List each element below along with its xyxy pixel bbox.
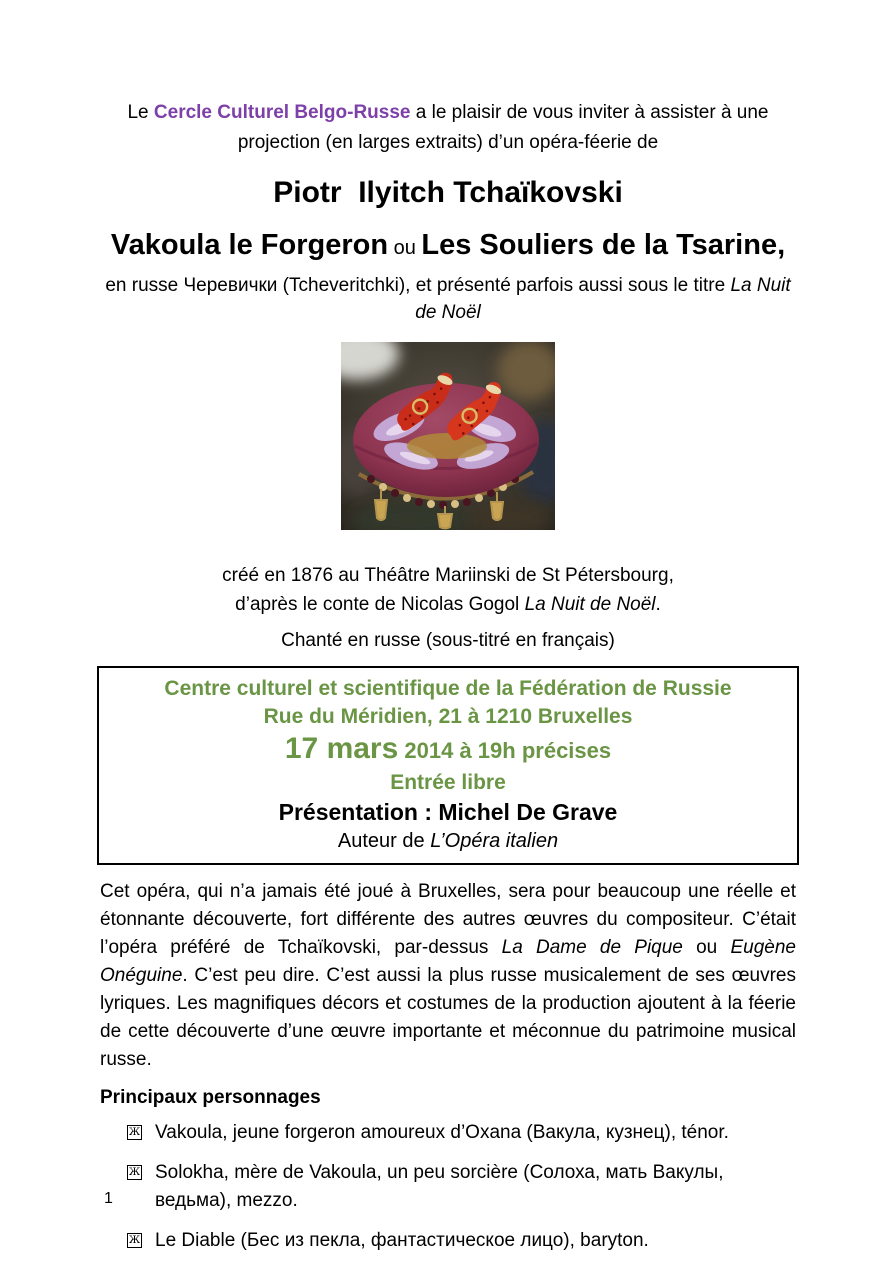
opera-title-part2: Les Souliers de la Tsarine, xyxy=(421,229,786,261)
character-bullet-icon: Ж xyxy=(127,1165,142,1180)
opera-title-connector: ou xyxy=(388,237,422,259)
russian-title-subtitle xyxy=(100,272,796,326)
cushion-shoes-illustration xyxy=(341,342,555,530)
venue-name: Centre culturel et scientifique de la Fédération de Russie xyxy=(164,677,732,700)
description-part2: ou xyxy=(682,937,731,958)
referenced-opera-2: Eugène Onéguine xyxy=(100,937,796,986)
list-item xyxy=(100,1119,796,1147)
creation-line2: d’après le conte de Nicolas Gogol xyxy=(235,594,525,615)
creation-source-title: La Nuit de Noël xyxy=(524,594,656,615)
creation-line2-end: . xyxy=(655,594,661,615)
cushion-shoes-photo xyxy=(100,342,796,535)
character-description: Le Diable (Бес из пекла, фантастическое лицо), baryton. xyxy=(155,1230,649,1251)
subtitle-text: en russe Черевички (Tcheveritchki), et présenté parfois aussi sous le titre xyxy=(105,275,731,296)
characters-heading: Principaux personnages xyxy=(100,1087,321,1108)
characters-list xyxy=(100,1119,796,1255)
description-part3: . C’est peu dire. C’est aussi la plus russe musicalement de ses œuvres lyriques. Les magnifiques décors et costumes de la production ajoutent à la féerie de cette découverte d’une œuvre importante et méconnue du patrimoine musical russe. xyxy=(100,965,796,1070)
character-bullet-icon: Ж xyxy=(127,1125,142,1140)
organization-name: Cercle Culturel Belgo-Russe xyxy=(153,102,411,123)
creation-note xyxy=(100,561,796,619)
intro-rest: a le plaisir de vous inviter à assister à une projection (en larges extraits) d’un opéra-féerie de xyxy=(237,102,769,153)
description-part1: Cet opéra, qui n’a jamais été joué à Bruxelles, sera pour beaucoup une réelle et étonnante découverte, fort différente des autres œuvres du compositeur. C’était l’opéra préféré de Tchaïkovski, par-dessus xyxy=(100,881,796,958)
intro-prefix: Le xyxy=(127,102,154,123)
event-details-box xyxy=(97,666,799,865)
author-book-title: L’Opéra italien xyxy=(430,830,559,852)
event-date-rest: 2014 à 19h précises xyxy=(398,738,612,763)
composer-name: Piotr Ilyitch Tchaïkovski xyxy=(273,176,623,209)
subtitle-alt-title: La Nuit de Noël xyxy=(415,275,791,323)
venue-address: Rue du Méridien, 21 à 1210 Bruxelles xyxy=(263,705,633,728)
page-number: 1 xyxy=(104,1190,113,1207)
character-description: Vakoula, jeune forgeron amoureux d’Oxana (Вакула, кузнец), ténor. xyxy=(155,1122,729,1143)
opera-title-part1: Vakoula le Forgeron xyxy=(110,229,389,261)
character-description: Solokha, mère de Vakoula, un peu sorcière (Солоха, мать Вакулы, ведьма), mezzo. xyxy=(155,1162,724,1211)
event-date xyxy=(105,731,791,769)
opera-description xyxy=(100,878,796,1074)
list-item xyxy=(100,1159,796,1215)
presenter-credit xyxy=(105,828,791,855)
creation-line1: créé en 1876 au Théâtre Mariinski de St Pétersbourg, xyxy=(222,565,674,586)
presenter-line: Présentation : Michel De Grave xyxy=(278,799,618,825)
event-date-day: 17 mars xyxy=(284,732,399,765)
author-prefix: Auteur de xyxy=(337,830,431,852)
language-note: Chanté en russe (sous-titré en français) xyxy=(281,630,615,651)
admission-note: Entrée libre xyxy=(390,771,506,794)
invitation-intro xyxy=(100,98,796,158)
character-bullet-icon: Ж xyxy=(127,1233,142,1248)
referenced-opera-1: La Dame de Pique xyxy=(501,937,683,958)
list-item xyxy=(100,1227,796,1255)
opera-title xyxy=(100,226,796,267)
